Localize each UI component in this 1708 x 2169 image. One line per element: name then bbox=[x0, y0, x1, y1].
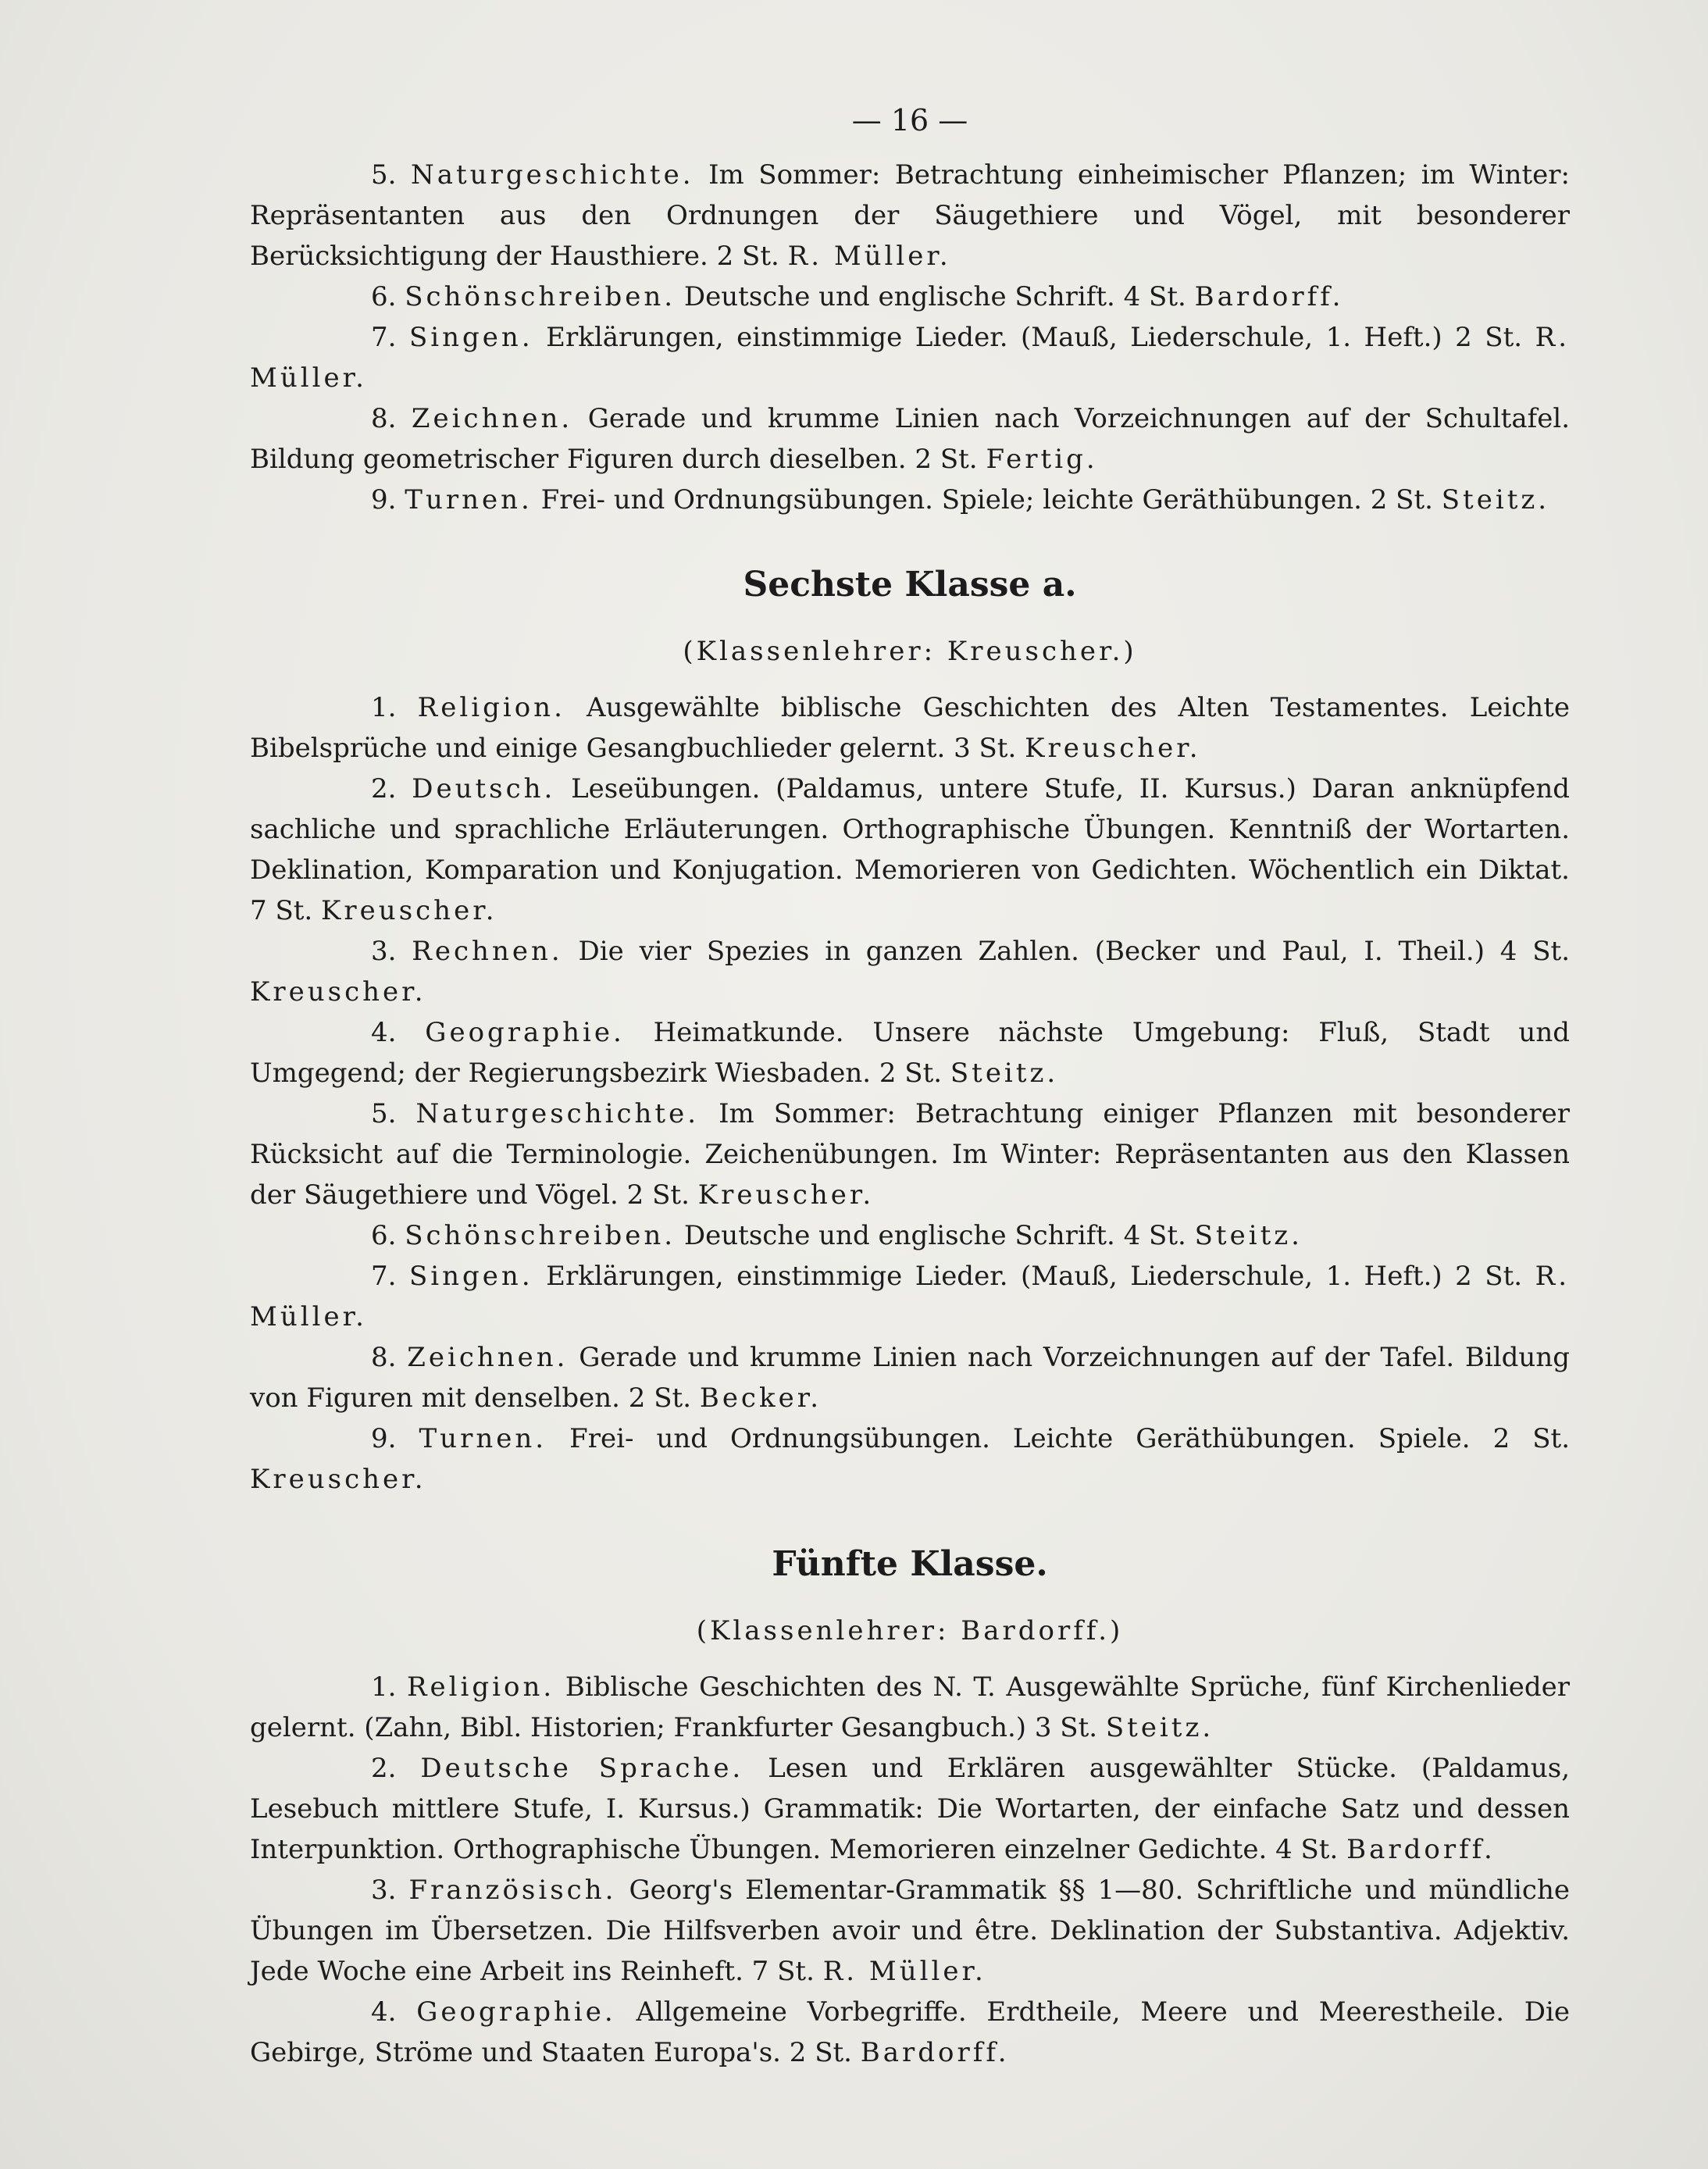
item-text: Gerade und krumme Linien nach Vorzeichnungen auf der Schultafel. Bildung geometrischer Figuren durch dieselben. 2 St. bbox=[250, 403, 1571, 475]
item-text: Georg's Elementar-Grammatik §§ 1—80. Schriftliche und mündliche Übungen im Übersetzen. Die Hilfsverben avoir und être. Deklination der Substantiva. Adjektiv. Jede Woche eine Arbeit ins Reinheft. 7 St. bbox=[250, 1875, 1570, 1987]
section-heading: Sechste Klasse a. bbox=[743, 565, 1077, 605]
item-number: 2. bbox=[371, 773, 397, 804]
item-subject: Naturgeschichte. bbox=[415, 1098, 700, 1129]
item-subject: Deutsch. bbox=[412, 773, 556, 804]
item-subject: Religion. bbox=[406, 1671, 555, 1703]
list-item bbox=[250, 1256, 1570, 1337]
item-text: Heimatkunde. Unsere nächste Umgebung: Fluß, Stadt und Umgegend; der Regierungsbezirk Wiesbaden. 2 St. bbox=[250, 1017, 1570, 1089]
item-teacher: R. Müller. bbox=[250, 322, 1571, 394]
item-subject: Religion. bbox=[417, 692, 565, 723]
item-text: Deutsche und englische Schrift. 4 St. bbox=[683, 1220, 1186, 1251]
list-item bbox=[250, 1093, 1570, 1215]
item-subject: Singen. bbox=[408, 1261, 533, 1292]
item-subject: Zeichnen. bbox=[407, 1342, 569, 1373]
item-text: Ausgewählte biblische Geschichten des Alten Testamentes. Leichte Bibelsprüche und einige Gesangbuchlieder gelernt. 3 St. bbox=[250, 692, 1570, 764]
text-column bbox=[250, 86, 1570, 2073]
item-number: 6. bbox=[371, 281, 397, 312]
item-number: 6. bbox=[371, 1220, 397, 1251]
list-item bbox=[250, 480, 1570, 520]
list-item bbox=[250, 931, 1570, 1012]
item-teacher: R. Müller. bbox=[250, 1261, 1571, 1332]
list-item bbox=[250, 398, 1570, 480]
item-number: 8. bbox=[371, 403, 397, 434]
item-number: 7. bbox=[371, 1261, 397, 1292]
list-item bbox=[250, 1870, 1570, 1992]
sechste-klasse-section bbox=[250, 542, 1570, 1500]
item-subject: Turnen. bbox=[405, 484, 533, 515]
list-item bbox=[250, 1012, 1570, 1093]
item-text: Lesen und Erklären ausgewählter Stücke. (Paldamus, Lesebuch mittlere Stufe, I. Kursus.) Grammatik: Die Wortarten, der einfache Satz und dessen Interpunktion. Orthographische Übungen. Memorieren einzelner Gedichte. 4 St. bbox=[250, 1753, 1571, 1865]
item-subject: Naturgeschichte. bbox=[411, 159, 694, 191]
item-teacher: Kreuscher. bbox=[250, 976, 426, 1008]
item-teacher: Kreuscher. bbox=[321, 895, 497, 926]
item-subject: Turnen. bbox=[419, 1423, 547, 1454]
item-text: Erklärungen, einstimmige Lieder. (Mauß, Liederschule, 1. Heft.) 2 St. bbox=[546, 322, 1523, 353]
item-text: Deutsche und englische Schrift. 4 St. bbox=[683, 281, 1186, 312]
item-text: Allgemeine Vorbegriffe. Erdtheile, Meere und Meerestheile. Die Gebirge, Ströme und Staaten Europa's. 2 St. bbox=[250, 1996, 1571, 2068]
list-item bbox=[250, 317, 1570, 398]
item-teacher: Kreuscher. bbox=[1025, 733, 1201, 764]
item-subject: Schönschreiben. bbox=[405, 281, 676, 312]
item-teacher: R. Müller. bbox=[822, 1956, 986, 1987]
item-subject: Geographie. bbox=[416, 1996, 616, 2028]
item-number: 5. bbox=[371, 1098, 397, 1129]
item-number: 4. bbox=[371, 1017, 397, 1048]
item-subject: Zeichnen. bbox=[411, 403, 573, 434]
item-teacher: R. Müller. bbox=[787, 241, 951, 272]
item-number: 7. bbox=[371, 322, 397, 353]
item-number: 9. bbox=[371, 484, 397, 515]
item-teacher: Kreuscher. bbox=[250, 1464, 426, 1495]
item-text: Leseübungen. (Paldamus, untere Stufe, II. Kursus.) Daran anknüpfend sachliche und sprachliche Erläuterungen. Orthographische Übungen. Kenntniß der Wortarten. Deklination, Komparation und Konjugation. Memorieren von Gedichten. Wöchentlich ein Diktat. 7 St. bbox=[250, 773, 1570, 926]
item-teacher: Steitz. bbox=[1105, 1712, 1214, 1743]
item-number: 9. bbox=[371, 1423, 397, 1454]
list-item bbox=[250, 155, 1570, 276]
list-item bbox=[250, 1418, 1570, 1500]
item-teacher: Bardorff. bbox=[1194, 281, 1344, 312]
item-number: 5. bbox=[371, 159, 397, 191]
item-number: 4. bbox=[371, 1996, 397, 2028]
item-teacher: Bardorff. bbox=[860, 2037, 1010, 2068]
fuenfte-klasse-section bbox=[250, 1522, 1570, 2073]
item-teacher: Becker. bbox=[699, 1382, 822, 1414]
item-subject: Rechnen. bbox=[412, 936, 563, 967]
section-heading: Fünfte Klasse. bbox=[772, 1544, 1048, 1584]
item-subject: Schönschreiben. bbox=[405, 1220, 676, 1251]
item-text: Biblische Geschichten des N. T. Ausgewählte Sprüche, fünf Kirchenlieder gelernt. (Zahn, Bibl. Historien; Frankfurter Gesangbuch.) 3 St. bbox=[250, 1671, 1570, 1743]
list-item bbox=[250, 1667, 1570, 1748]
list-item bbox=[250, 1337, 1570, 1418]
item-number: 1. bbox=[371, 1671, 397, 1703]
item-text: Im Sommer: Betrachtung einheimischer Pflanzen; im Winter: Repräsentanten aus den Ordnungen der Säugethiere und Vögel, mit besonderer Berücksichtigung der Hausthiere. 2 St. bbox=[250, 159, 1570, 272]
class-teacher-line: (Klassenlehrer: Kreuscher.) bbox=[683, 636, 1137, 667]
item-teacher: Kreuscher. bbox=[697, 1179, 875, 1211]
list-item bbox=[250, 1215, 1570, 1256]
list-item bbox=[250, 276, 1570, 317]
list-item bbox=[250, 687, 1570, 769]
item-text: Gerade und krumme Linien nach Vorzeichnungen auf der Tafel. Bildung von Figuren mit denselben. 2 St. bbox=[250, 1342, 1570, 1414]
item-number: 3. bbox=[371, 936, 397, 967]
item-teacher: Steitz. bbox=[1441, 484, 1550, 515]
item-subject: Französisch. bbox=[408, 1875, 617, 1906]
class-teacher-line: (Klassenlehrer: Bardorff.) bbox=[696, 1615, 1124, 1646]
item-text: Frei- und Ordnungsübungen. Leichte Geräthübungen. Spiele. 2 St. bbox=[569, 1423, 1571, 1454]
item-teacher: Fertig. bbox=[986, 444, 1098, 475]
item-subject: Singen. bbox=[408, 322, 533, 353]
item-subject: Geographie. bbox=[425, 1017, 625, 1048]
page-number: — 16 — bbox=[851, 103, 968, 137]
item-text: Im Sommer: Betrachtung einiger Pflanzen mit besonderer Rücksicht auf die Terminologie. Zeichenübungen. Im Winter: Repräsentanten aus den Klassen der Säugethiere und Vögel. 2 St. bbox=[250, 1098, 1571, 1211]
item-text: Die vier Spezies in ganzen Zahlen. (Becker und Paul, I. Theil.) 4 St. bbox=[578, 936, 1570, 967]
item-text: Frei- und Ordnungsübungen. Spiele; leichte Geräthübungen. 2 St. bbox=[540, 484, 1433, 515]
item-teacher: Bardorff. bbox=[1346, 1834, 1496, 1865]
item-number: 1. bbox=[371, 692, 397, 723]
item-subject: Deutsche Sprache. bbox=[420, 1753, 744, 1784]
item-teacher: Steitz. bbox=[950, 1058, 1059, 1089]
item-number: 2. bbox=[371, 1753, 397, 1784]
list-item bbox=[250, 1992, 1570, 2073]
item-text: Erklärungen, einstimmige Lieder. (Mauß, Liederschule, 1. Heft.) 2 St. bbox=[546, 1261, 1523, 1292]
item-number: 8. bbox=[371, 1342, 397, 1373]
list-item bbox=[250, 769, 1570, 931]
item-number: 3. bbox=[371, 1875, 397, 1906]
list-item bbox=[250, 1748, 1570, 1870]
previous-class-section bbox=[250, 155, 1570, 520]
item-teacher: Steitz. bbox=[1194, 1220, 1303, 1251]
